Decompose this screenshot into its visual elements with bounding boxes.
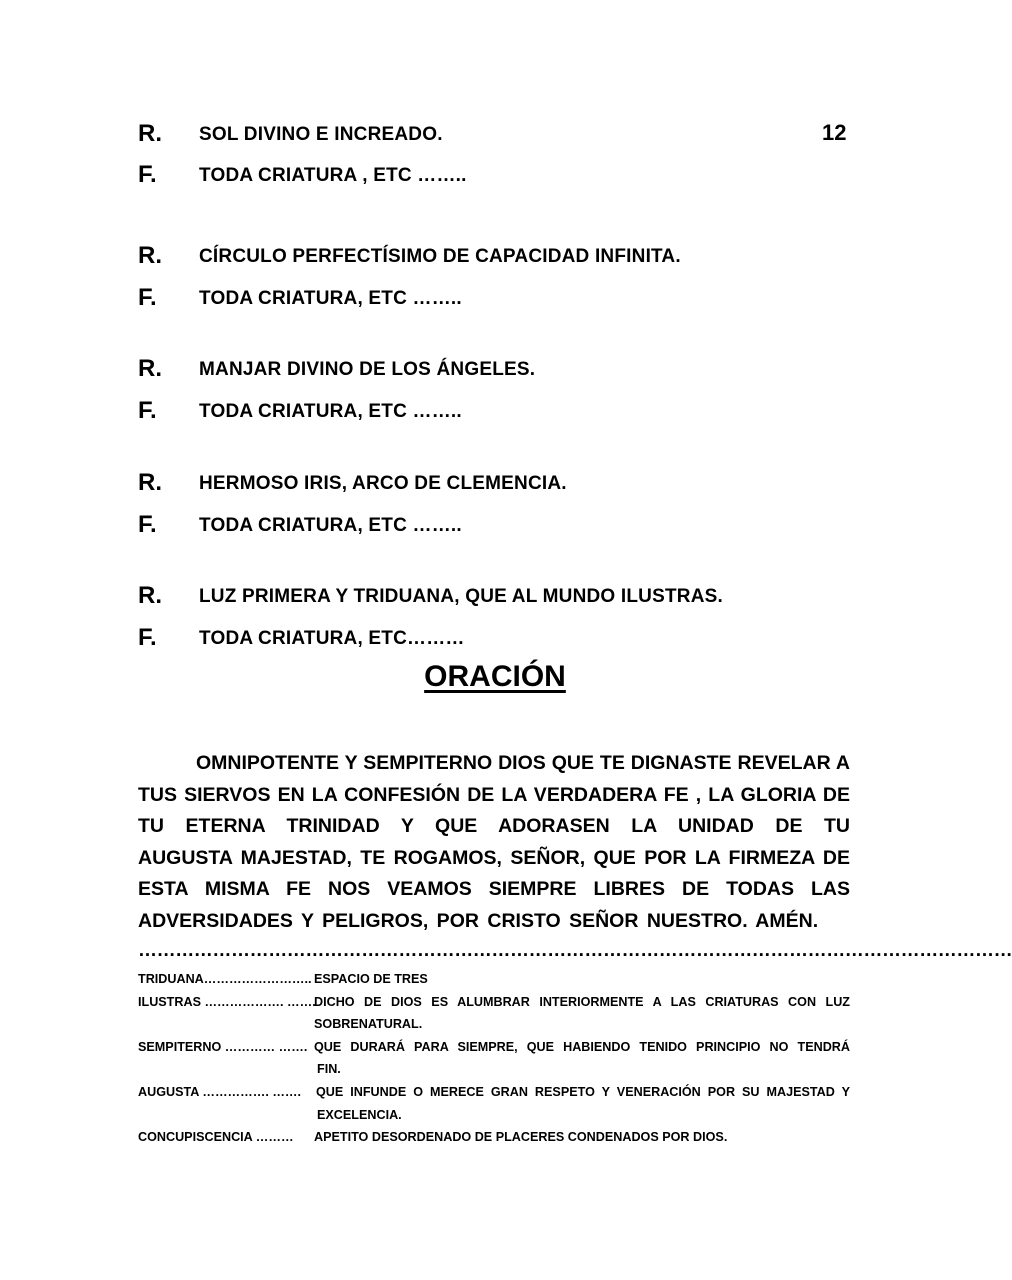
glossary-term: AUGUSTA ……………. ……. [138,1084,302,1099]
verse-line [138,624,858,654]
verse-mark: F. [138,624,157,651]
glossary-definition: QUE INFUNDE O MERECE GRAN RESPETO Y VENERACIÓN POR SU MAJESTAD Y [316,1084,850,1099]
verse-text: MANJAR DIVINO DE LOS ÁNGELES. [199,359,536,380]
glossary-term: ILUSTRAS ………………. ……. [138,994,316,1009]
glossary-term: SEMPITERNO ………… ……. [138,1039,308,1054]
verse-mark: F. [138,284,157,311]
prayer-title [0,660,990,694]
glossary-definition: QUE DURARÁ PARA SIEMPRE, QUE HABIENDO TENIDO PRINCIPIO NO TENDRÁ [314,1039,850,1054]
glossary-definition: APETITO DESORDENADO DE PLACERES CONDENADOS POR DIOS. [314,1130,728,1145]
glossary-continuation [138,1017,850,1040]
glossary-definition: ESPACIO DE TRES [314,972,428,986]
verse-line [138,355,858,385]
verse-text: HERMOSO IRIS, ARCO DE CLEMENCIA. [199,473,567,494]
verse-text: TODA CRIATURA, ETC……… [199,628,465,649]
glossary-term: TRIDUANA…………………….. [138,972,312,986]
verse-line [138,284,858,314]
prayer-title-text: ORACIÓN [424,660,566,693]
prayer-line: OMNIPOTENTE Y SEMPITERNO DIOS QUE TE DIGNASTE REVELAR A [196,752,850,774]
glossary-definition-continuation: FIN. [317,1062,341,1077]
glossary-continuation [138,1062,850,1085]
verse-mark: R. [138,469,162,496]
glossary-entry [138,1130,850,1153]
verse-text: LUZ PRIMERA Y TRIDUANA, QUE AL MUNDO ILUSTRAS. [199,586,723,607]
verse-mark: F. [138,397,157,424]
verse-mark: F. [138,511,157,538]
verse-text: SOL DIVINO E INCREADO. [199,124,443,145]
verse-line [138,511,858,541]
prayer-line: AUGUSTA MAJESTAD, TE ROGAMOS, SEÑOR, QUE POR LA FIRMEZA DE [138,846,850,869]
verse-text: TODA CRIATURA, ETC …….. [199,515,462,536]
glossary-entry [138,1085,850,1108]
verse-text: TODA CRIATURA, ETC …….. [199,288,462,309]
glossary-continuation [138,1108,850,1131]
prayer-line: TU ETERNA TRINIDAD Y QUE ADORASEN LA UNIDAD DE TU [138,815,850,838]
verse-line [138,161,858,191]
verse-text: TODA CRIATURA, ETC …….. [199,401,462,422]
glossary-definition-continuation: EXCELENCIA. [317,1107,402,1122]
glossary-entry [138,995,850,1018]
glossary [138,972,850,1153]
prayer-line: TUS SIERVOS EN LA CONFESIÓN DE LA VERDADERA FE , LA GLORIA DE [138,783,850,806]
glossary-entry [138,972,850,995]
verse-mark: R. [138,582,162,609]
prayer-line: ESTA MISMA FE NOS VEAMOS SIEMPRE LIBRES DE TODAS LAS [138,878,850,901]
glossary-definition-continuation: SOBRENATURAL. [314,1017,423,1032]
verse-line [138,582,858,612]
verse-line [138,397,858,427]
page-number: 12 [822,120,847,145]
glossary-definition: DICHO DE DIOS ES ALUMBRAR INTERIORMENTE A LAS CRIATURAS CON LUZ [314,994,850,1009]
verse-text: TODA CRIATURA , ETC …….. [199,165,467,186]
verse-line [138,120,858,150]
dotted-separator: …………………………………………………………………………………………………………………………… [138,940,1012,961]
glossary-entry [138,1040,850,1063]
verse-mark: R. [138,120,162,147]
verse-line [138,242,858,272]
glossary-term: CONCUPISCENCIA ……… [138,1130,294,1145]
verse-line [138,469,858,499]
verse-mark: R. [138,355,162,382]
verse-mark: F. [138,161,157,188]
prayer-paragraph [138,748,850,938]
verse-mark: R. [138,242,162,269]
verse-text: CÍRCULO PERFECTÍSIMO DE CAPACIDAD INFINITA. [199,246,681,267]
prayer-line: ADVERSIDADES Y PELIGROS, POR CRISTO SEÑOR NUESTRO. AMÉN. [138,909,819,932]
